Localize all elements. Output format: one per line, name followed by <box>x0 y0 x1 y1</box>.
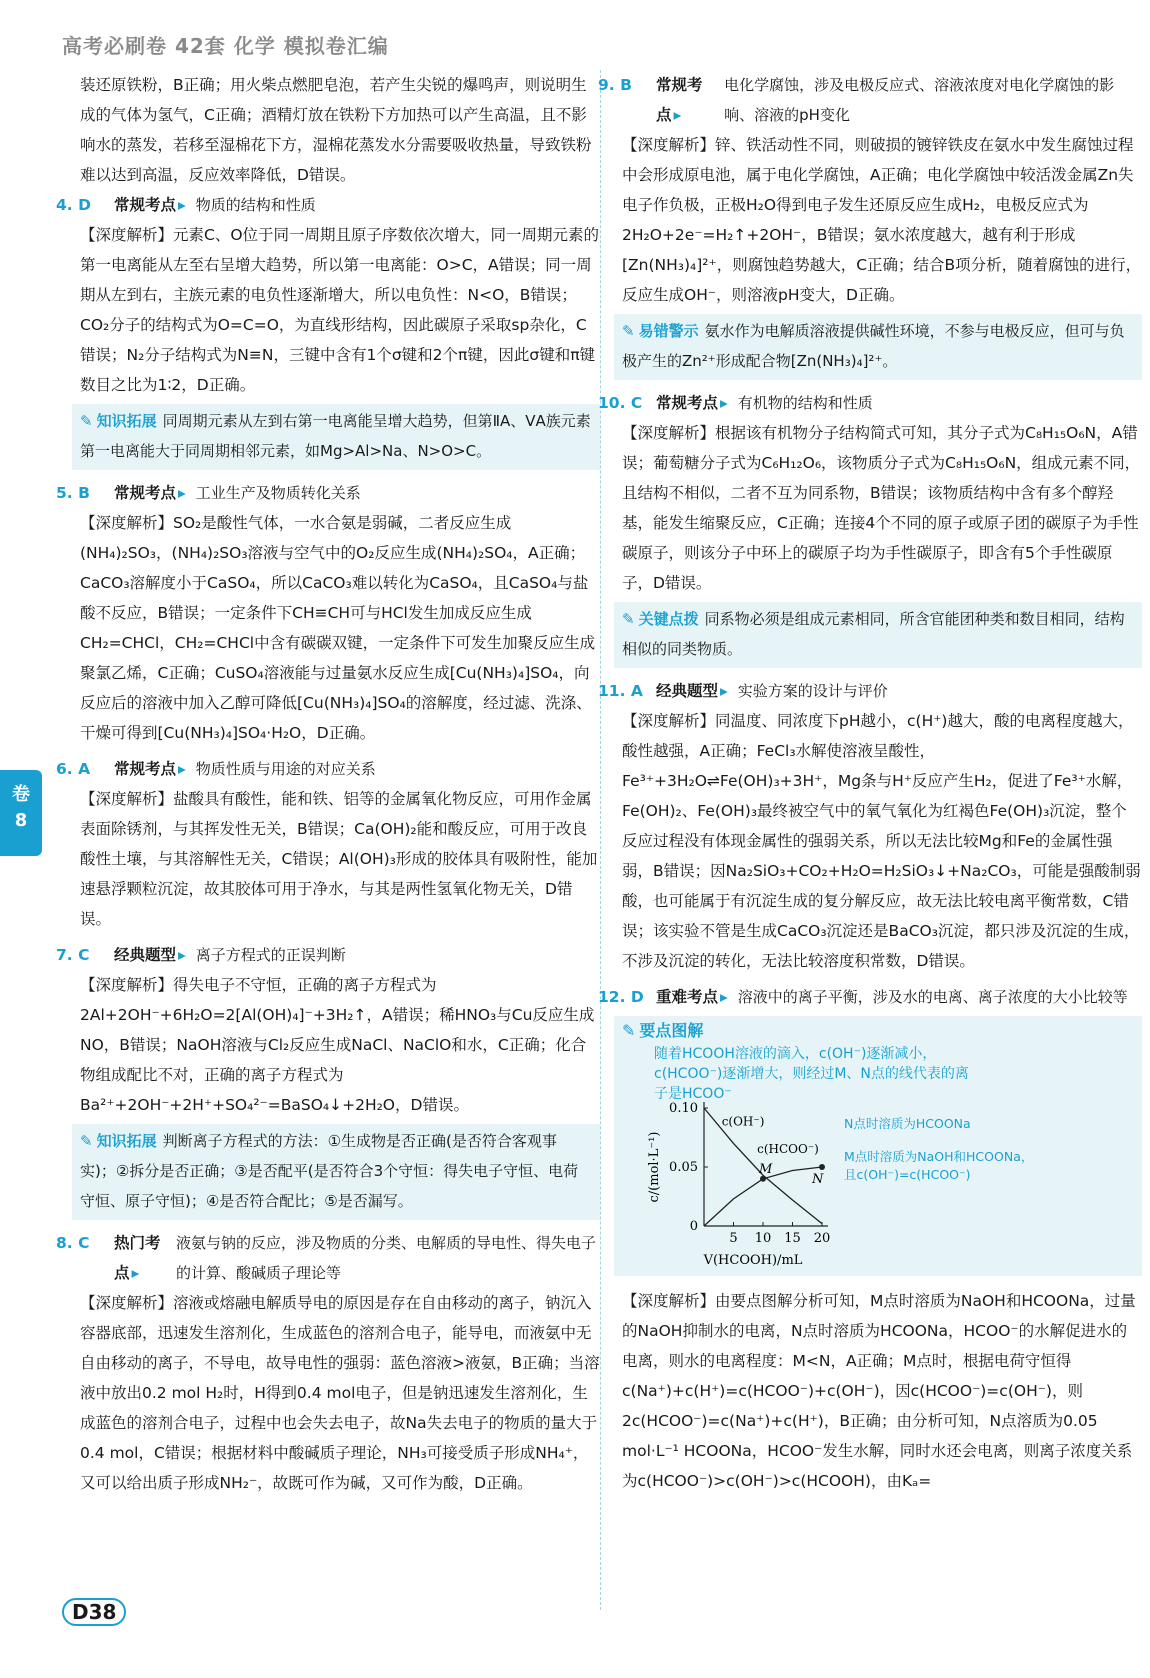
question-topic: 物质的结构和性质 <box>195 196 316 214</box>
question-topic: 溶液中的离子平衡，涉及水的电离、离子浓度的大小比较等 <box>737 988 1128 1006</box>
x-tick-label: 20 <box>813 1231 831 1246</box>
question-5 <box>56 478 600 748</box>
analysis-text: 【深度解析】由要点图解分析可知，M点时溶质为NaOH和HCOONa，过量的NaOH抑制水的电离，N点时溶质为HCOONa，HCOO⁻的水解促进水的电离，则水的电离程度：M<N，A正确；M点时，根据电荷守恒得c(Na⁺)+c(H⁺)=c(HCOO⁻)+c(OH⁻)，因c(HCOO⁻)=c(OH⁻)，则2c(HCOO⁻)=c(Na⁺)+c(H⁺)，B正确；由分析可知，N点溶质为0.05 mol·L⁻¹ HCOONa，HCOO⁻发生水解，同时水还会电离，则离子浓度关系为c(HCOO⁻)>c(OH⁻)>c(HCOOH)，由Kₐ= <box>622 1292 1136 1490</box>
question-tag: 经典题型 ▸ <box>656 676 728 706</box>
figure-caption: 随着HCOOH溶液的滴入，c(OH⁻)逐渐减小，c(HCOO⁻)逐渐增大，则经过M、N点的线代表的离子是HCOO⁻ <box>654 1046 969 1102</box>
warning-note <box>614 314 1142 380</box>
question-tag: 常规考点 ▸ <box>656 388 728 418</box>
analysis-text: 【深度解析】SO₂是酸性气体，一水合氨是弱碱，二者反应生成(NH₄)₂SO₃，(NH₄)₂SO₃溶液与空气中的O₂反应生成(NH₄)₂SO₄，A正确；CaCO₃溶解度小于CaSO₄，所以CaCO₃难以转化为CaSO₄，且CaSO₄与盐酸不反应，B错误；一定条件下CH≡CH可与HCl发生加成反应生成CH₂=CHCl，CH₂=CHCl中含有碳碳双键，一定条件下可发生加聚反应生成聚氯乙烯，C正确；CuSO₄溶液能与过量氨水反应生成[Cu(NH₃)₄]SO₄，向反应后的溶液中加入乙醇可降低[Cu(NH₃)₄]SO₄的溶解度，经过滤、洗涤、干燥可得到[Cu(NH₃)₄]SO₄·H₂O，D正确。 <box>80 514 596 742</box>
left-column <box>56 70 600 1504</box>
analysis-text: 【深度解析】得失电子不守恒，正确的离子方程式为2Al+2OH⁻+6H₂O=2[Al(OH)₄]⁻+3H₂↑，A错误；稀HNO₃与Cu反应生成NO，B错误；NaOH溶液与Cl₂反应生成NaCl、NaClO和水，C正确；化合物组成配比不对，正确的离子方程式为Ba²⁺+2OH⁻+2H⁺+SO₄²⁻=BaSO₄↓+2H₂O，D错误。 <box>80 976 595 1114</box>
question-6 <box>56 754 600 934</box>
question-number: 9. B <box>598 76 632 94</box>
question-tag: 常规考点 ▸ <box>114 190 186 220</box>
note-text: 同系物必须是组成元素相同，所含官能团种类和数目相同，结构相似的同类物质。 <box>622 610 1125 658</box>
question-topic: 有机物的结构和性质 <box>737 394 873 412</box>
note-text: 氨水作为电解质溶液提供碱性环境，不参与电极反应，但可与负极产生的Zn²⁺形成配合物[Zn(NH₃)₄]²⁺。 <box>622 322 1125 370</box>
y-tick-label: 0.05 <box>669 1160 698 1175</box>
volume-tab-label: 卷 <box>12 784 30 805</box>
question-number: 5. B <box>56 484 90 502</box>
y-tick-label: 0.10 <box>669 1101 698 1116</box>
analysis-text: 【深度解析】锌、铁活动性不同，则破损的镀锌铁皮在氨水中发生腐蚀过程中会形成原电池，属于电化学腐蚀，A正确；电化学腐蚀中较活泼金属Zn失电子作负极，正极H₂O得到电子发生还原反应生成H₂，电极反应式为2H₂O+2e⁻=H₂↑+2OH⁻，B错误；氨水浓度越大，越有利于形成[Zn(NH₃)₄]²⁺，则腐蚀趋势越大，C正确；结合B项分析，随着腐蚀的进行，反应生成OH⁻，则溶液pH变大，D正确。 <box>622 136 1142 304</box>
concentration-chart <box>614 1016 1134 1276</box>
note-title: ✎ 易错警示 <box>622 322 699 340</box>
x-tick-label: 5 <box>729 1231 738 1246</box>
y-axis-label: c/(mol·L⁻¹) <box>647 1131 662 1203</box>
annotation-n: N点时溶质为HCOONa <box>844 1116 971 1131</box>
analysis-text: 【深度解析】盐酸具有酸性，能和铁、铝等的金属氧化物反应，可用作金属表面除锈剂，与其挥发性无关，B错误；Ca(OH)₂能和酸反应，可用于改良酸性土壤，与其溶解性无关，C错误；Al(OH)₃形成的胶体具有吸附性，能加速悬浮颗粒沉淀，故其胶体可用于净水，与其是两性氢氧化物无关，D错误。 <box>80 790 598 928</box>
question-tag: 重难考点 ▸ <box>656 982 728 1012</box>
question-tag: 常规考点 ▸ <box>114 754 186 784</box>
question-topic: 电化学腐蚀，涉及电极反应式、溶液浓度对电化学腐蚀的影响、溶液的pH变化 <box>724 76 1115 124</box>
note-title: ✎ 知识拓展 <box>80 412 157 430</box>
figure-title: ✎ 要点图解 <box>622 1016 703 1046</box>
question-number: 12. D <box>598 988 644 1006</box>
question-topic: 物质性质与用途的对应关系 <box>195 760 376 778</box>
question-tag: 常规考点 ▸ <box>114 478 186 508</box>
x-axis-label: V(HCOOH)/mL <box>703 1253 803 1268</box>
page-header: 高考必刷卷 42套 化学 模拟卷汇编 <box>62 34 389 58</box>
question-number: 11. A <box>598 682 643 700</box>
question-number: 6. A <box>56 760 91 778</box>
note-text: 判断离子方程式的方法：①生成物是否正确(是否符合客观事实)；②拆分是否正确；③是否配平(是否符合3个守恒：得失电子守恒、电荷守恒、原子守恒)；④是否符合配比；⑤是否漏写。 <box>80 1132 579 1210</box>
question-topic: 实验方案的设计与评价 <box>737 682 888 700</box>
key-point-figure <box>614 1016 1142 1276</box>
point-N <box>819 1164 825 1170</box>
x-tick-label: 10 <box>754 1231 772 1246</box>
question-topic: 离子方程式的正误判断 <box>195 946 346 964</box>
analysis-text: 【深度解析】溶液或熔融电解质导电的原因是存在自由移动的离子，钠沉入容器底部，迅速发生溶剂化，生成蓝色的溶剂合电子，能导电，而液氨中无自由移动的离子，不导电，故导电性的强弱：蓝色溶液>液氨，B正确；当溶液中放出0.2 mol H₂时，H得到0.4 mol电子，但是钠迅速发生溶剂化，生成蓝色的溶剂合电子，过程中也会失去电子，故Na失去电子的物质的量大于0.4 mol，C错误；根据材料中酸碱质子理论，NH₃可接受质子形成NH₄⁺，又可以给出质子形成NH₂⁻，故既可作为碱，又可作为酸，D正确。 <box>80 1294 600 1492</box>
note-title: ✎ 知识拓展 <box>80 1132 157 1150</box>
question-topic: 液氨与钠的反应，涉及物质的分类、电解质的导电性、得失电子的计算、酸碱质子理论等 <box>176 1234 597 1282</box>
question-tag: 经典题型 ▸ <box>114 940 186 970</box>
question-11 <box>598 676 1142 976</box>
volume-tab <box>0 770 42 856</box>
knowledge-note <box>72 1124 600 1220</box>
question-tag: 热门考点 ▸ <box>114 1228 166 1288</box>
question-10 <box>598 388 1142 668</box>
note-title: ✎ 关键点拨 <box>622 610 699 628</box>
annotation-m: M点时溶质为NaOH和HCOONa，且c(OH⁻)=c(HCOO⁻) <box>844 1149 1034 1182</box>
column-divider <box>600 70 601 1610</box>
analysis-text: 【深度解析】根据该有机物分子结构简式可知，其分子式为C₈H₁₅O₆N，A错误；葡萄糖分子式为C₆H₁₂O₆，该物质分子式为C₈H₁₅O₆N，组成元素不同，且结构不相似，二者不互为同系物，B错误；该物质结构中含有多个醇羟基，能发生缩聚反应，C正确；连接4个不同的原子或原子团的碳原子为手性碳原子，则该分子中环上的碳原子均为手性碳原子，即含有5个手性碳原子，D错误。 <box>622 424 1141 592</box>
question-8 <box>56 1228 600 1498</box>
question-7 <box>56 940 600 1220</box>
y-tick-label: 0 <box>689 1219 698 1234</box>
point-label: M <box>759 1161 773 1177</box>
key-point-note <box>614 602 1142 668</box>
note-text: 同周期元素从左到右第一电离能呈增大趋势，但第ⅡA、ⅤA族元素第一电离能大于同周期相邻元素，如Mg>Al>Na、N>O>C。 <box>80 412 591 460</box>
point-label: N <box>812 1172 824 1187</box>
intro-paragraph: 装还原铁粉，B正确；用火柴点燃肥皂泡，若产生尖锐的爆鸣声，则说明生成的气体为氢气，C正确；酒精灯放在铁粉下方加热可以产生高温，且不影响水的蒸发，若移至湿棉花下方，湿棉花蒸发水分需要吸收热量，导致铁粉难以达到高温，反应效率降低，D错误。 <box>80 76 592 184</box>
question-4 <box>56 190 600 470</box>
analysis-text: 【深度解析】元素C、O位于同一周期且原子序数依次增大，同一周期元素的第一电离能从左至右呈增大趋势，所以第一电离能：O>C，A错误；同一周期从左到右，主族元素的电负性逐渐增大，所以电负性：N<O，B错误；CO₂分子的结构式为O=C=O，为直线形结构，因此碳原子采取sp杂化，C错误；N₂分子结构式为N≡N，三键中含有1个σ键和2个π键，因此σ键和π键数目之比为1∶2，D正确。 <box>80 226 600 394</box>
question-tag: 常规考点 ▸ <box>656 70 714 130</box>
knowledge-note <box>72 404 600 470</box>
question-number: 7. C <box>56 946 90 964</box>
question-topic: 工业生产及物质转化关系 <box>195 484 361 502</box>
page-number: D38 <box>62 1598 126 1626</box>
question-number: 10. C <box>598 394 643 412</box>
series-label: c(HCOO⁻) <box>757 1141 819 1156</box>
analysis-text: 【深度解析】同温度、同浓度下pH越小，c(H⁺)越大，酸的电离程度越大，酸性越强，A正确；FeCl₃水解使溶液呈酸性，Fe³⁺+3H₂O⇌Fe(OH)₃+3H⁺，Mg条与H⁺反应产生H₂，促进了Fe³⁺水解，Fe(OH)₂、Fe(OH)₃最终被空气中的氧气氧化为红褐色Fe(OH)₃沉淀，整个反应过程没有体现金属性的强弱关系，所以无法比较Mg和Fe的金属性强弱，B错误；因Na₂SiO₃+CO₂+H₂O=H₂SiO₃↓+Na₂CO₃，可能是强酸制弱酸，也可能属于有沉淀生成的复分解反应，故无法比较电离平衡常数，C错误；该实验不管是生成CaCO₃沉淀还是BaCO₃沉淀，都只涉及沉淀的生成，不涉及沉淀的转化，无法比较溶度积常数，D错误。 <box>622 712 1141 970</box>
question-12 <box>598 982 1142 1496</box>
question-9 <box>598 70 1142 380</box>
volume-tab-number: 8 <box>14 810 28 831</box>
right-column <box>598 70 1142 1502</box>
question-number: 4. D <box>56 196 91 214</box>
question-number: 8. C <box>56 1234 90 1252</box>
series-label: c(OH⁻) <box>721 1114 765 1129</box>
x-tick-label: 15 <box>784 1231 801 1246</box>
